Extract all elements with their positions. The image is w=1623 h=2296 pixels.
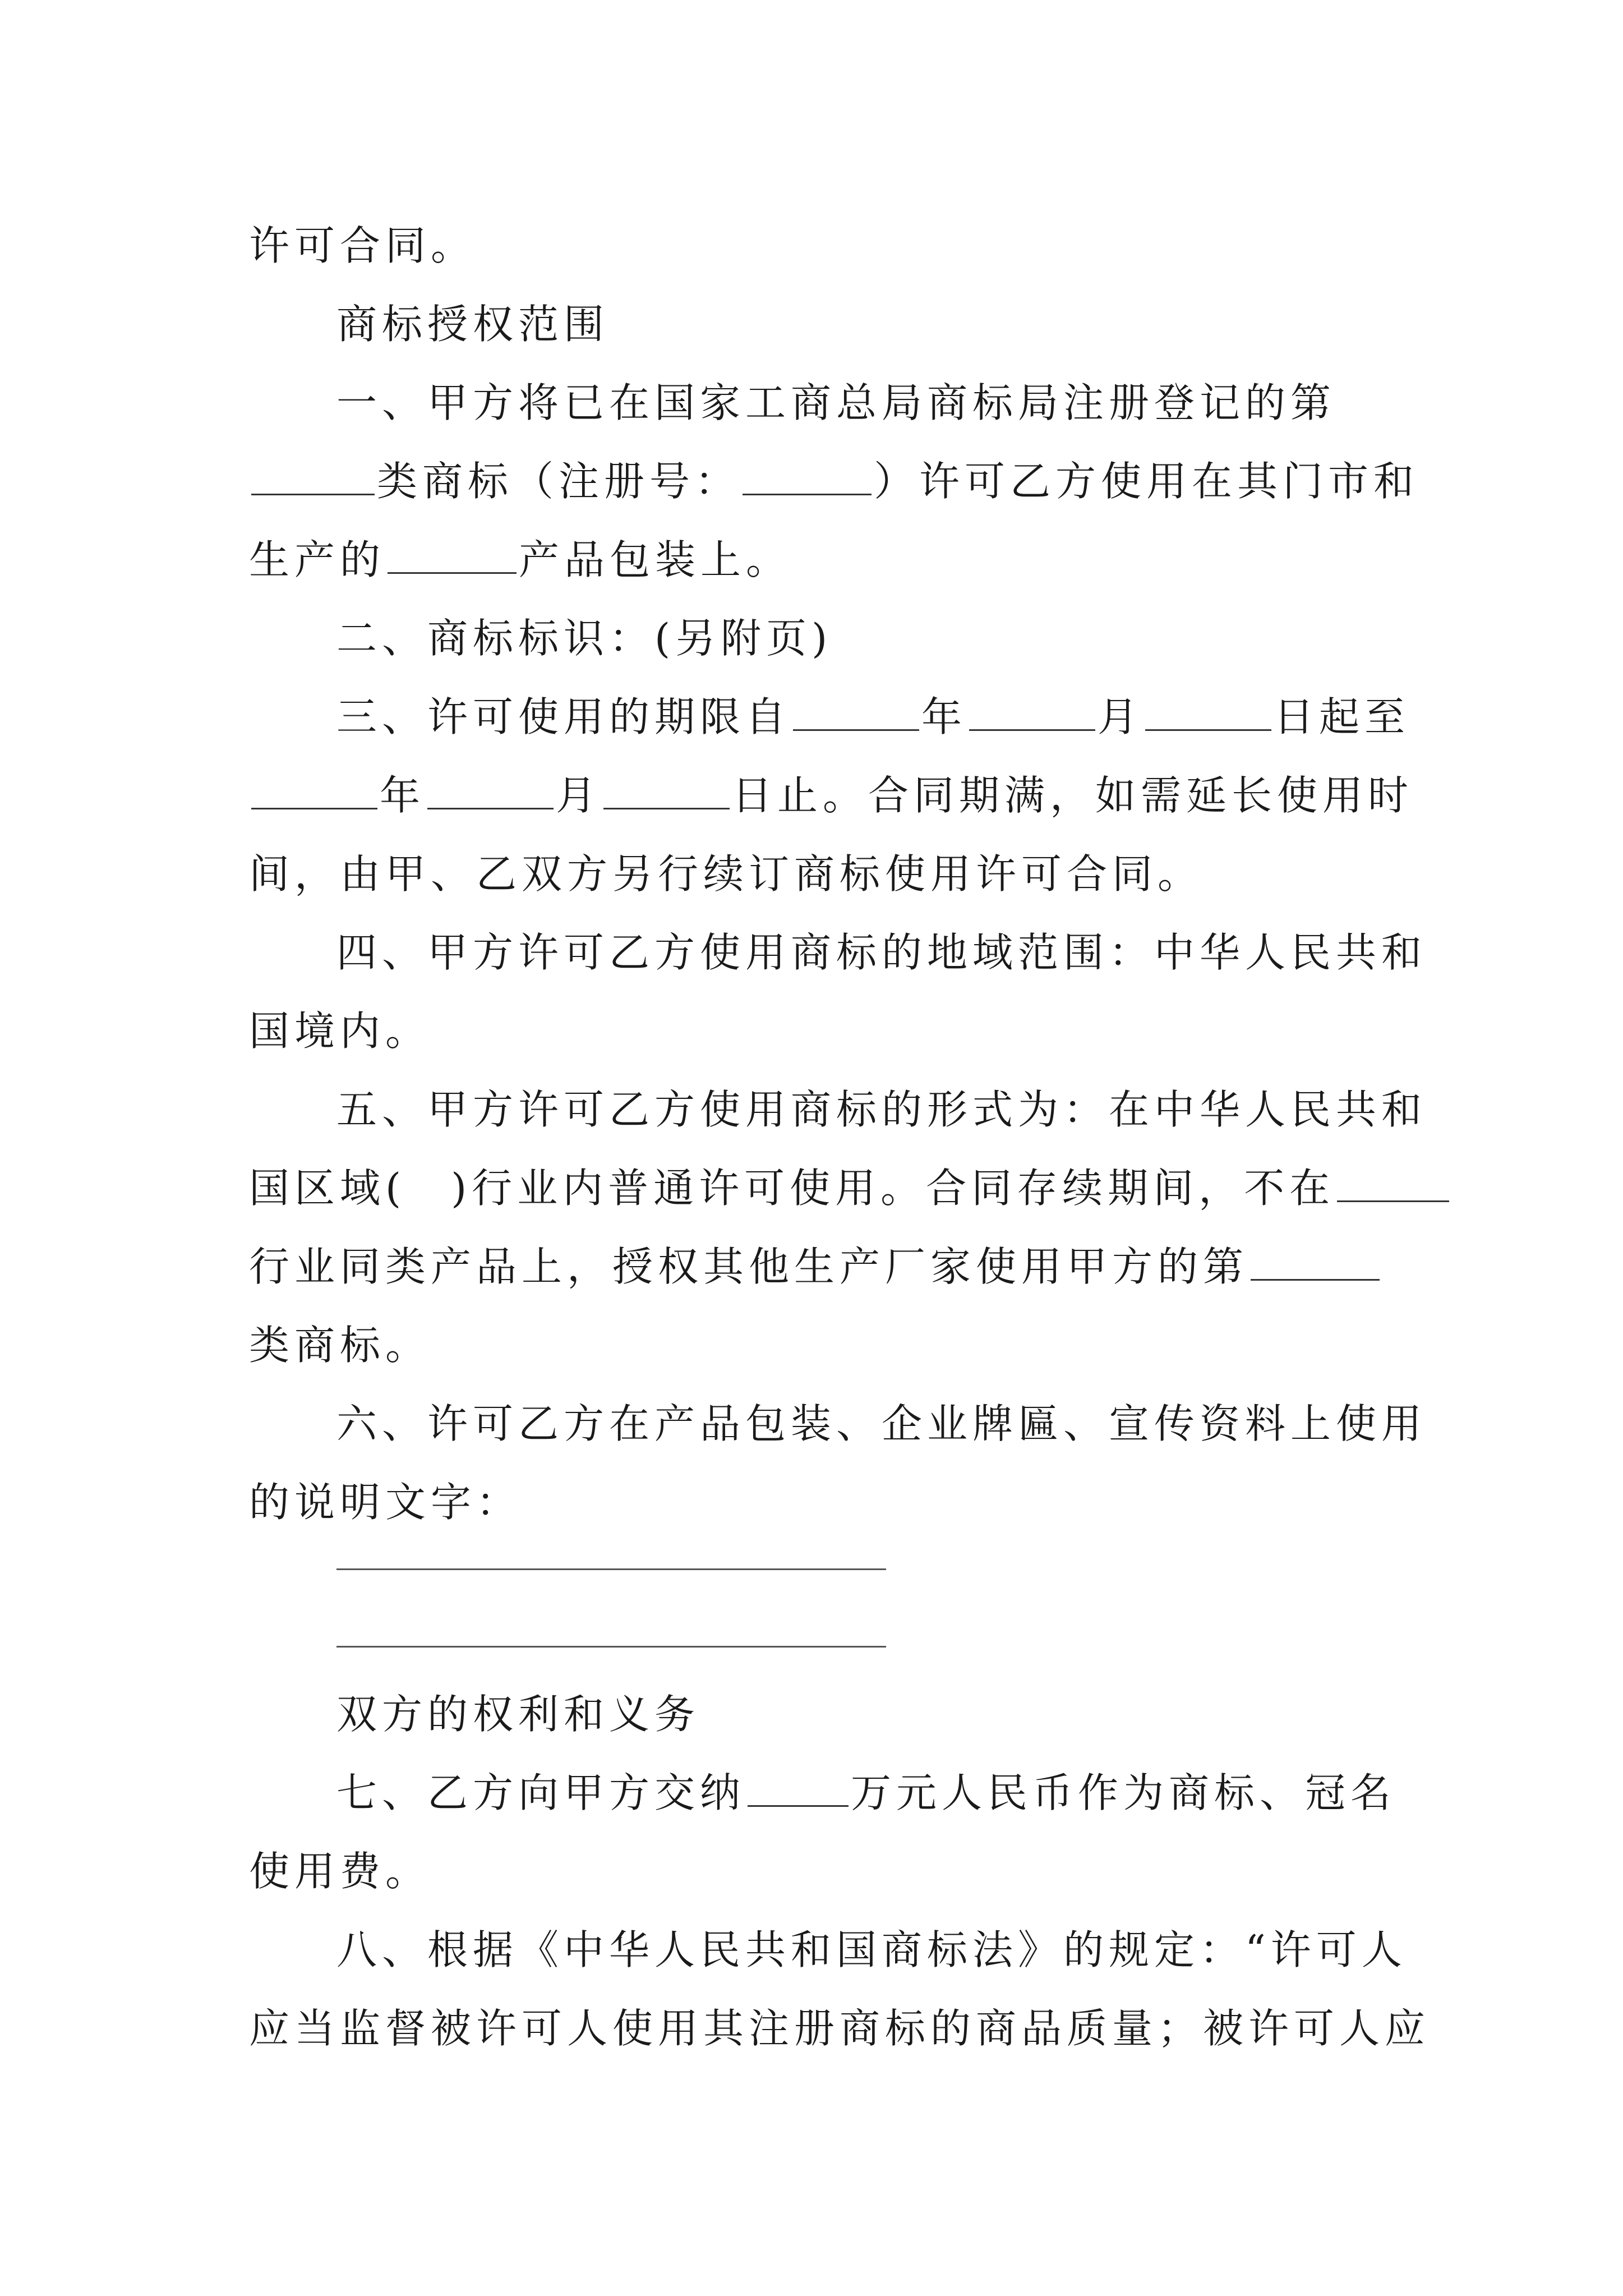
paragraph-line: 使用费。	[249, 1848, 431, 1895]
text-run: 七、乙方向甲方交纳	[336, 1769, 746, 1816]
text-run: 年	[380, 772, 426, 819]
paragraph-line: 许可合同。	[249, 222, 477, 269]
section-heading: 商标授权范围	[336, 301, 610, 348]
blank-field	[793, 689, 919, 731]
blank-field	[1337, 1160, 1449, 1202]
paragraph-line	[249, 1227, 1393, 1306]
blank-field	[748, 1765, 849, 1807]
blank-field	[251, 453, 375, 495]
paragraph-line: 六、许可乙方在产品包装、企业牌匾、宣传资料上使用	[336, 1400, 1427, 1447]
blank-field	[603, 767, 730, 809]
paragraph-line	[249, 442, 1419, 521]
blank-field	[251, 767, 377, 809]
section-heading: 双方的权利和义务	[336, 1691, 700, 1738]
text-run: 日起至	[1274, 693, 1410, 740]
paragraph-line: 类商标。	[249, 1322, 431, 1369]
text-run: 生产的	[249, 536, 386, 583]
text-run: 行业同类产品上，授权其他生产厂家使用甲方的第	[249, 1243, 1249, 1290]
text-run: 类商标（注册号：	[377, 458, 741, 505]
paragraph-line	[336, 678, 1410, 756]
text-run: 产品包装上。	[519, 536, 792, 583]
paragraph-line: 国境内。	[249, 1007, 431, 1055]
text-run: 月	[1098, 693, 1144, 740]
text-run: 月	[556, 772, 602, 819]
text-run: 日止。合同期满，如需延长使用时	[732, 772, 1414, 819]
paragraph-line: 一、甲方将已在国家工商总局商标局注册登记的第	[336, 379, 1336, 426]
paragraph-line	[249, 756, 1414, 835]
text-run: 三、许可使用的期限自	[336, 693, 791, 740]
paragraph-line: 四、甲方许可乙方使用商标的地域范围：中华人民共和	[336, 929, 1427, 976]
blank-field	[427, 767, 554, 809]
blank-field	[388, 532, 517, 574]
text-run: 国区域(	[249, 1165, 407, 1212]
paragraph-line	[336, 1754, 1396, 1832]
text-run: 万元人民币作为商标、冠名	[851, 1769, 1396, 1816]
blank-field	[1145, 689, 1271, 731]
paragraph-line	[249, 1149, 1393, 1227]
paragraph-line: 的说明文字：	[249, 1479, 522, 1526]
text-run: ）许可乙方使用在其门市和	[874, 458, 1419, 505]
signature-blank-line	[336, 1568, 886, 1570]
paragraph-line: 二、商标标识：(另附页)	[336, 615, 833, 662]
paragraph-line: 间，由甲、乙双方另行续订商标使用许可合同。	[249, 850, 1204, 898]
blank-field	[969, 689, 1095, 731]
paragraph-line: 五、甲方许可乙方使用商标的形式为：在中华人民共和	[336, 1086, 1427, 1133]
text-run: 年	[921, 693, 967, 740]
paragraph-line: 应当监督被许可人使用其注册商标的商品质量；被许可人应	[249, 2005, 1431, 2052]
signature-blank-line	[336, 1646, 886, 1648]
paragraph-line: 八、根据《中华人民共和国商标法》的规定：“许可人	[336, 1926, 1407, 1973]
blank-field	[1251, 1239, 1380, 1281]
paragraph-line	[249, 521, 1393, 599]
text-run: )行业内普通许可使用。合同存续期间，不在	[451, 1165, 1335, 1212]
blank-field	[743, 453, 872, 495]
